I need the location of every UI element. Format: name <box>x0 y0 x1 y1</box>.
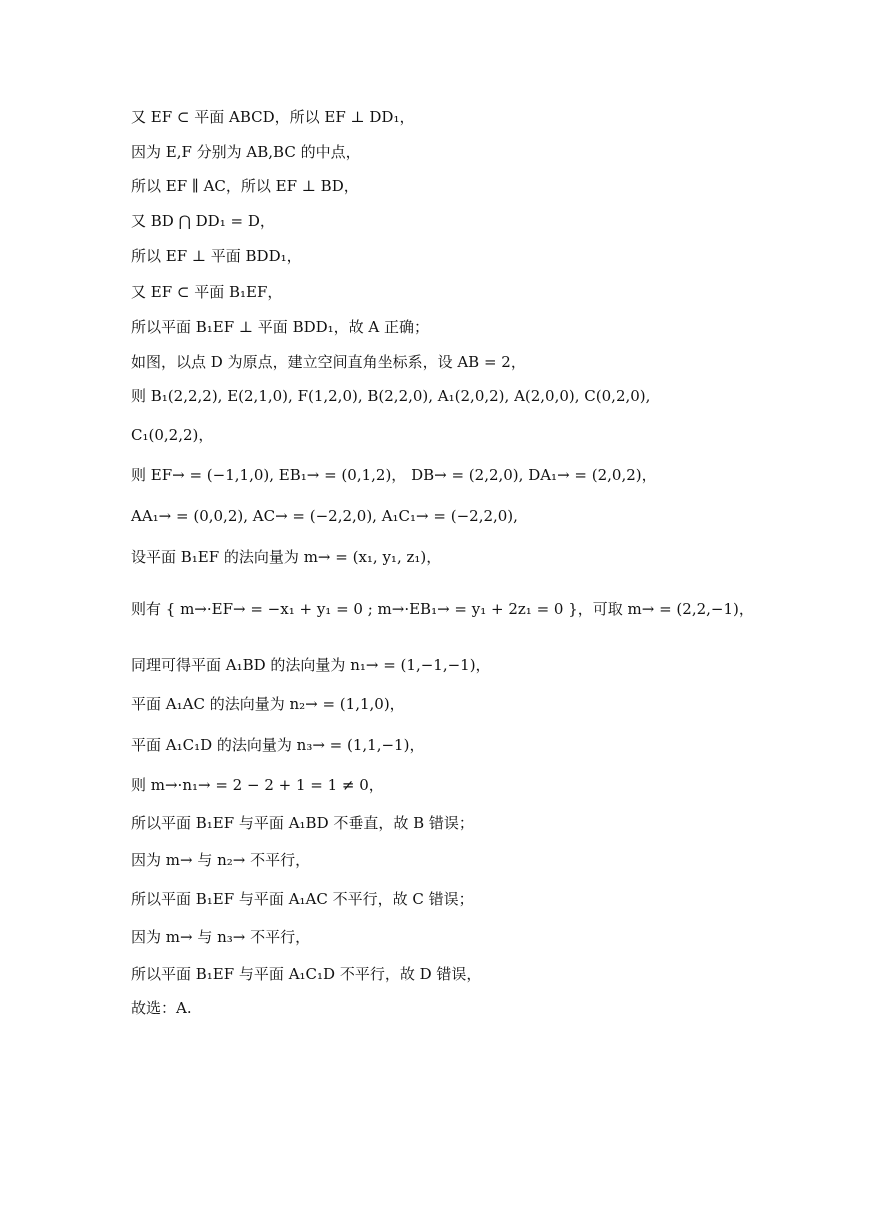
text-line: 则 m→·n₁→ = 2 − 2 + 1 = 1 ≠ 0， <box>131 776 384 794</box>
text-line: 则 EF→ = (−1,1,0), EB₁→ = (0,1,2)， DB→ = (2,2,0), DA₁→ = (2,0,2)， <box>131 466 657 484</box>
text-line: 平面 A₁AC 的法向量为 n₂→ = (1,1,0)， <box>131 695 405 713</box>
text-line: 又 EF ⊂ 平面 B₁EF， <box>131 283 283 301</box>
text-line: 故选：A. <box>131 999 192 1017</box>
text-line: 因为 E,F 分别为 AB,BC 的中点， <box>131 143 361 161</box>
text-line: 同理可得平面 A₁BD 的法向量为 n₁→ = (1,−1,−1)， <box>131 656 491 674</box>
text-line: 所以平面 B₁EF 与平面 A₁AC 不平行，故 C 错误； <box>131 890 474 908</box>
text-line: C₁(0,2,2)， <box>131 426 214 444</box>
text-line: 平面 A₁C₁D 的法向量为 n₃→ = (1,1,−1)， <box>131 736 425 754</box>
text-line: 如图，以点 D 为原点，建立空间直角坐标系，设 AB = 2， <box>131 353 526 371</box>
text-line: 因为 m→ 与 n₂→ 不平行， <box>131 851 311 869</box>
text-line: AA₁→ = (0,0,2), AC→ = (−2,2,0), A₁C₁→ = (−2,2,0), <box>131 507 518 525</box>
text-line: 则 B₁(2,2,2), E(2,1,0), F(1,2,0), B(2,2,0), A₁(2,0,2), A(2,0,0), C(0,2,0), <box>131 387 651 405</box>
text-line: 因为 m→ 与 n₃→ 不平行， <box>131 928 311 946</box>
equation-system-line: 则有 { m→·EF→ = −x₁ + y₁ = 0 ; m→·EB₁→ = y₁ + 2z₁ = 0 }，可取 m→ = (2,2,−1)， <box>131 600 754 618</box>
text-line: 又 EF ⊂ 平面 ABCD，所以 EF ⊥ DD₁， <box>131 108 415 126</box>
text-line: 所以平面 B₁EF ⊥ 平面 BDD₁，故 A 正确； <box>131 318 430 336</box>
text-line: 所以 EF ∥ AC，所以 EF ⊥ BD， <box>131 177 359 195</box>
text-line: 设平面 B₁EF 的法向量为 m→ = (x₁, y₁, z₁)， <box>131 548 442 566</box>
text-line: 所以平面 B₁EF 与平面 A₁C₁D 不平行，故 D 错误， <box>131 965 482 983</box>
text-line: 又 BD ⋂ DD₁ = D， <box>131 212 275 230</box>
text-line: 所以平面 B₁EF 与平面 A₁BD 不垂直，故 B 错误； <box>131 814 474 832</box>
text-line: 所以 EF ⊥ 平面 BDD₁， <box>131 247 302 265</box>
